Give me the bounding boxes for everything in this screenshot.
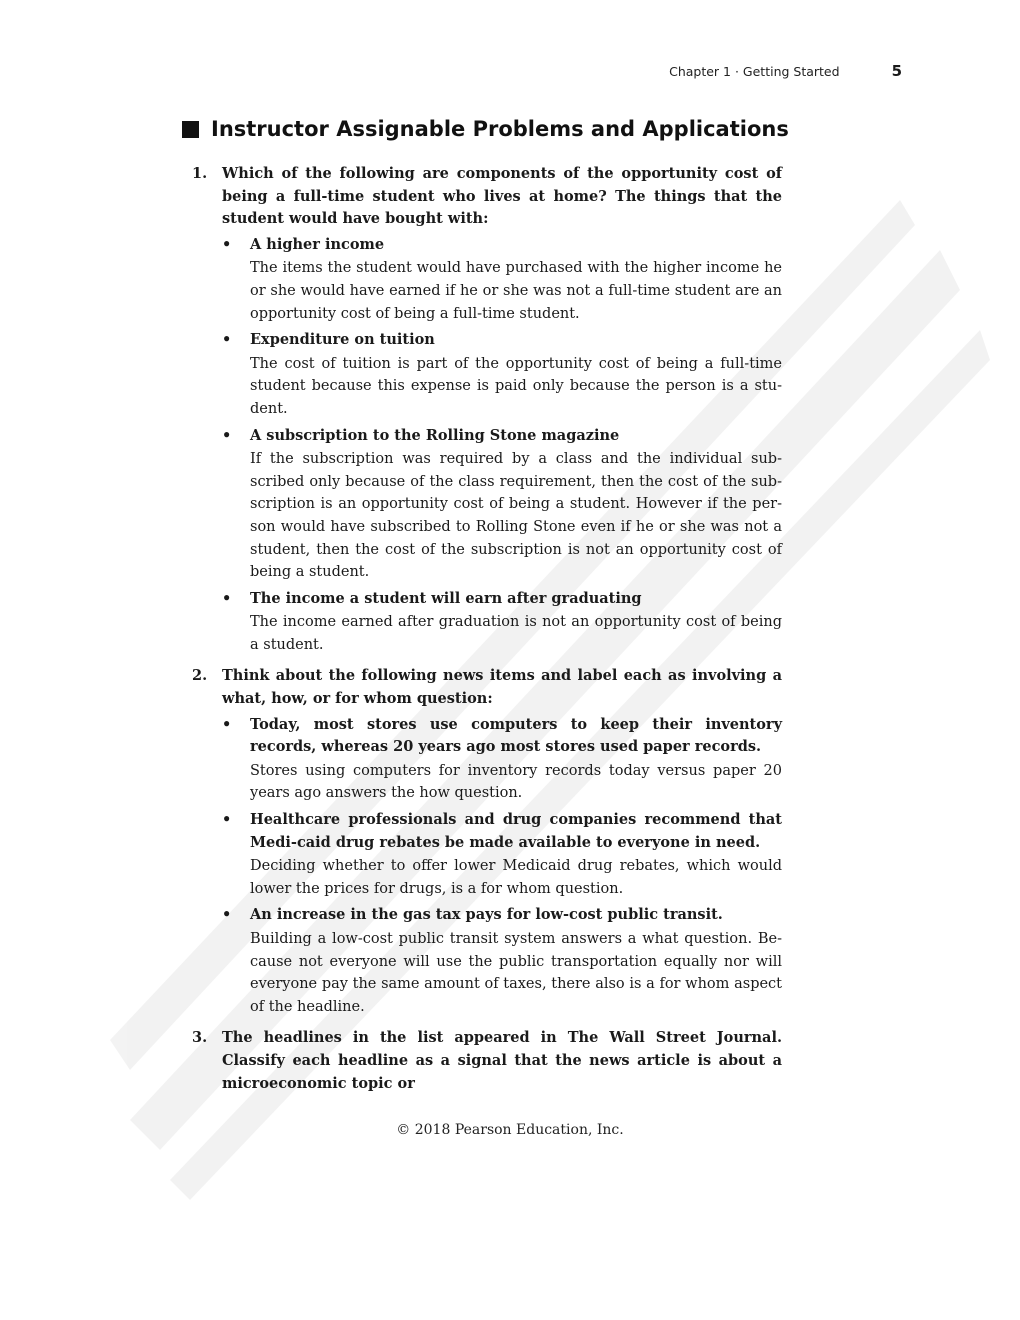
problem-3 — [192, 1027, 782, 1095]
running-head: Chapter 1 · Getting Started — [669, 64, 840, 79]
item-label: Healthcare professionals and drug companies recommend that Medi-caid drug rebates be made available to everyone in need. — [250, 811, 782, 851]
problem-text: Think about the following news items and label each as involving a what, how, or for whom question: — [222, 667, 782, 708]
item-answer: The cost of tuition is part of the opportunity cost of being a full-time student because this expense is paid only because the person is a stu-dent. — [250, 355, 782, 417]
problem-number: 2. — [192, 667, 208, 685]
list-item — [222, 904, 782, 1018]
bullet-icon: • — [222, 426, 232, 444]
list-item — [222, 425, 782, 584]
item-answer: The income earned after graduation is not an opportunity cost of being a student. — [250, 614, 782, 653]
item-answer: Stores using computers for inventory records today versus paper 20 years ago answers the how question. — [250, 762, 782, 802]
problem-text: Which of the following are components of the opportunity cost of being a full-time student who lives at home? The things that the student would have bought with: — [222, 165, 782, 228]
item-label: Expenditure on tuition — [250, 331, 435, 349]
item-label: The income a student will earn after graduating — [250, 589, 642, 607]
list-item — [222, 234, 782, 325]
item-label: An increase in the gas tax pays for low-cost public transit. — [250, 906, 723, 924]
list-item — [222, 329, 782, 420]
bullet-icon: • — [222, 715, 232, 733]
section-title-text: Instructor Assignable Problems and Applications — [211, 117, 789, 141]
list-item — [222, 588, 782, 657]
problem-number: 3. — [192, 1029, 208, 1047]
page-header — [669, 62, 902, 80]
problem-number: 1. — [192, 165, 208, 182]
bullet-icon: • — [222, 235, 232, 253]
item-answer: Building a low-cost public transit system answers a what question. Be-cause not everyone will use the public transportation equally nor will everyone pay the same amount of taxes, there also is a for whom aspect of the headline. — [250, 931, 782, 1015]
bullet-icon: • — [222, 589, 232, 607]
item-label: A subscription to the Rolling Stone magazine — [250, 426, 620, 444]
problem-2 — [192, 665, 782, 1018]
bullet-icon: • — [222, 906, 232, 924]
list-item — [222, 714, 782, 805]
item-answer: The items the student would have purchased with the higher income he or she would have earned if he or she was not a full-time student are an opportunity cost of being a full-time student. — [250, 260, 782, 322]
copyright-footer: © 2018 Pearson Education, Inc. — [396, 1122, 624, 1138]
item-answer: Deciding whether to offer lower Medicaid drug rebates, which would lower the prices for drugs, is a for whom question. — [250, 858, 782, 897]
problem-text: The headlines in the list appeared in The Wall Street Journal. Classify each headline as a signal that the news article is about a microeconomic topic or — [222, 1029, 782, 1092]
square-bullet-icon — [182, 121, 199, 138]
problem-1 — [192, 163, 782, 656]
section-title — [182, 117, 789, 141]
bullet-icon: • — [222, 331, 232, 349]
item-answer: If the subscription was required by a class and the individual sub-scribed only because of the class requirement, then the cost of the sub-scription is an opportunity cost of being a student. However if the per-son would have subscribed to Rolling Stone even if he or she was not a student, then the cost of the subscription is not an opportunity cost of being a student. — [250, 451, 782, 581]
item-label: A higher income — [250, 235, 385, 253]
problem-list — [192, 163, 782, 1104]
bullet-icon: • — [222, 811, 232, 829]
page-number: 5 — [891, 62, 902, 80]
list-item — [222, 809, 782, 900]
item-label: Today, most stores use computers to keep their inventory records, whereas 20 years ago most stores used paper records. — [250, 715, 782, 756]
